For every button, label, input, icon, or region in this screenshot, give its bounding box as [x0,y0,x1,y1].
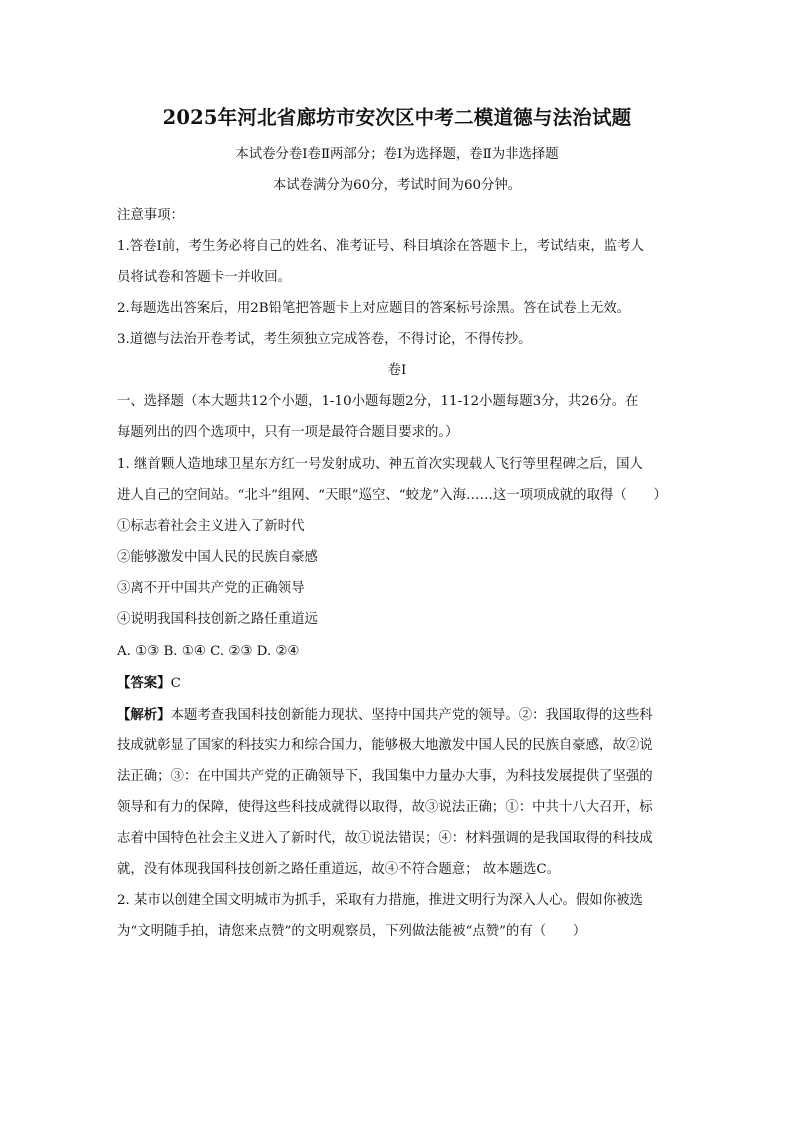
question-1-analysis-line-2: 技成就彰显了国家的科技实力和综合国力，能够极大地激发中国人民的民族自豪感，故②说 [117,738,653,753]
answer-label: 【答案】 [117,675,171,691]
question-1-analysis-line-6: 就，没有体现我国科技创新之路任重道远，故④不符合题意； 故本题选C。 [117,862,560,877]
section-intro-line-2: 每题列出的四个选项中，只有一项是最符合题目要求的。） [117,425,459,440]
question-1-analysis-line-3: 法正确；③：在中国共产党的正确领导下，我国集中力量办大事，为科技发展提供了坚强的 [117,769,653,784]
analysis-label: 【解析】 [117,707,171,723]
question-1-option-3: ③离不开中国共产党的正确领导 [117,581,305,596]
notice-item-1-line-2: 员将试卷和答题卡一并收回。 [117,270,292,285]
answer-value: C [170,676,181,691]
question-1-option-1: ①标志着社会主义进入了新时代 [117,519,305,534]
exam-score-time-note: 本试卷满分为60分，考试时间为60分钟。 [272,178,522,193]
exam-structure-note: 本试卷分卷Ⅰ卷Ⅱ两部分；卷Ⅰ为选择题，卷Ⅱ为非选择题 [235,147,559,162]
section-intro-line-1: 一、选择题（本大题共12个小题，1-10小题每题2分，11-12小题每题3分，共26分。在 [117,394,639,409]
question-2-stem-line-1: 2. 某市以创建全国文明城市为抓手，采取有力措施，推进文明行为深入人心。假如你被选 [117,893,643,908]
question-1-option-4: ④说明我国科技创新之路任重道远 [117,612,318,627]
question-1-answer [117,673,682,694]
question-1-analysis-line-5: 志着中国特色社会主义进入了新时代，故①说法错误；④：材料强调的是我国取得的科技成 [117,831,653,846]
page-title: 2025年河北省廊坊市安次区中考二模道德与法治试题 [162,106,632,129]
question-1-choices: A. ①③ B. ①④ C. ②③ D. ②④ [117,644,300,659]
question-1-option-2: ②能够激发中国人民的民族自豪感 [117,550,318,565]
notice-item-1-line-1: 1.答卷Ⅰ前，考生务必将自己的姓名、准考证号、科目填涂在答题卡上，考试结束，监考人 [117,239,644,254]
question-1-analysis-line-4: 领导和有力的保障，使得这些科技成就得以取得，故③说法正确；①：中共十八大召开，标 [117,800,653,815]
question-1-analysis-line-1 [117,705,682,726]
section-label: 卷Ⅰ [387,363,407,378]
notice-heading: 注意事项： [117,208,184,223]
notice-item-3: 3.道德与法治开卷考试，考生须独立完成答卷，不得讨论，不得传抄。 [117,332,532,347]
question-1-stem-line-2: 进人自己的空间站。“北斗”组网、“天眼”巡空、“蛟龙”入海……这一项项成就的取得（ ） [117,488,667,503]
notice-item-2: 2.每题选出答案后，用2B铅笔把答题卡上对应题目的答案标号涂黑。答在试卷上无效。 [117,301,631,316]
question-2-stem-line-2: 为“文明随手拍，请您来点赞”的文明观察员，下列做法能被“点赞”的有（ ） [117,924,587,939]
question-1-stem-line-1: 1. 继首颗人造地球卫星东方红一号发射成功、神五首次实现载人飞行等里程碑之后，国人 [117,457,643,472]
analysis-text: 本题考查我国科技创新能力现状、坚持中国共产党的领导。②：我国取得的这些科 [170,708,653,723]
